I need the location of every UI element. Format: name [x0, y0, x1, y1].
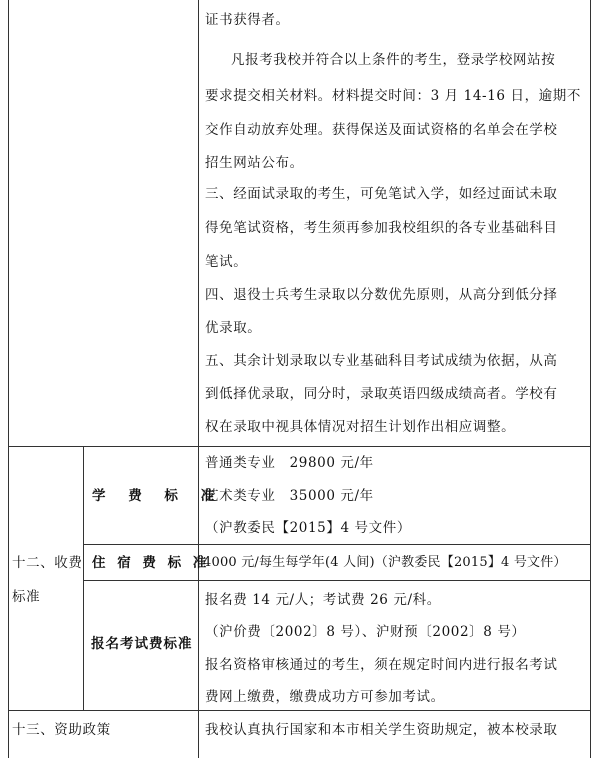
tuition-label: 学 费 标 准: [92, 488, 224, 504]
s11-line-11: 五、其余计划录取以专业基础科目考试成绩为依据，从高: [205, 353, 558, 369]
tuition-line-3: （沪教委民【2015】4 号文件）: [205, 520, 411, 536]
s13-title: 十三、资助政策: [12, 722, 111, 738]
exam-fee-label: 报名考试费标准: [91, 636, 193, 652]
s13-line: 我校认真执行国家和本市相关学生资助规定，被本校录取: [205, 722, 558, 738]
s12-title-line-2: 标准: [12, 589, 41, 605]
table-divider-main: [198, 0, 199, 758]
dorm-line: 4000 元/每生每学年(4 人间)（沪教委民【2015】4 号文件）: [203, 555, 567, 570]
s11-line-10: 优录取。: [205, 320, 262, 336]
s11-line-7: 得免笔试资格，考生须再参加我校组织的各专业基础科目: [205, 220, 558, 236]
s11-line-12: 到低择优录取，同分时，录取英语四级成绩高者。学校有: [205, 386, 558, 402]
s11-line-5: 招生网站公布。: [205, 155, 304, 171]
tuition-line-1: 普通类专业 29800 元/年: [205, 455, 374, 471]
s11-line-6: 三、经面试录取的考生，可免笔试入学，如经过面试未取: [205, 186, 558, 202]
s11-line-3: 要求提交相关材料。材料提交时间：3 月 14-16 日，逾期不: [205, 88, 581, 104]
s11-line-4: 交作自动放弃处理。获得保送及面试资格的名单会在学校: [205, 122, 558, 138]
exam-line-4: 费网上缴费，缴费成功方可参加考试。: [205, 689, 445, 705]
row-border-11-end: [8, 446, 591, 447]
s11-line-9: 四、退役士兵考生录取以分数优先原则，从高分到低分择: [205, 287, 558, 303]
exam-line-1: 报名费 14 元/人；考试费 26 元/科。: [205, 592, 441, 608]
s11-line-8: 笔试。: [205, 254, 248, 270]
row-border-dorm-end: [83, 580, 591, 581]
exam-line-3: 报名资格审核通过的考生，须在规定时间内进行报名考试: [205, 657, 558, 673]
row-border-12-end: [8, 710, 591, 711]
tuition-line-2: 艺术类专业 35000 元/年: [205, 488, 374, 504]
table-border-left: [8, 0, 9, 758]
row-border-tuition-end: [83, 544, 591, 545]
s11-line-13: 权在录取中视具体情况对招生计划作出相应调整。: [205, 419, 516, 435]
dorm-label: 住 宿 费 标 准: [92, 555, 210, 571]
s12-title-line-1: 十二、收费: [12, 555, 83, 571]
s11-line-2: 凡报考我校并符合以上条件的考生，登录学校网站按: [231, 52, 556, 68]
s11-line-1: 证书获得者。: [205, 12, 290, 28]
exam-line-2: （沪价费〔2002〕8 号）、沪财预〔2002〕8 号）: [205, 624, 526, 640]
table-border-right: [590, 0, 591, 758]
table-divider-sub: [83, 446, 84, 710]
